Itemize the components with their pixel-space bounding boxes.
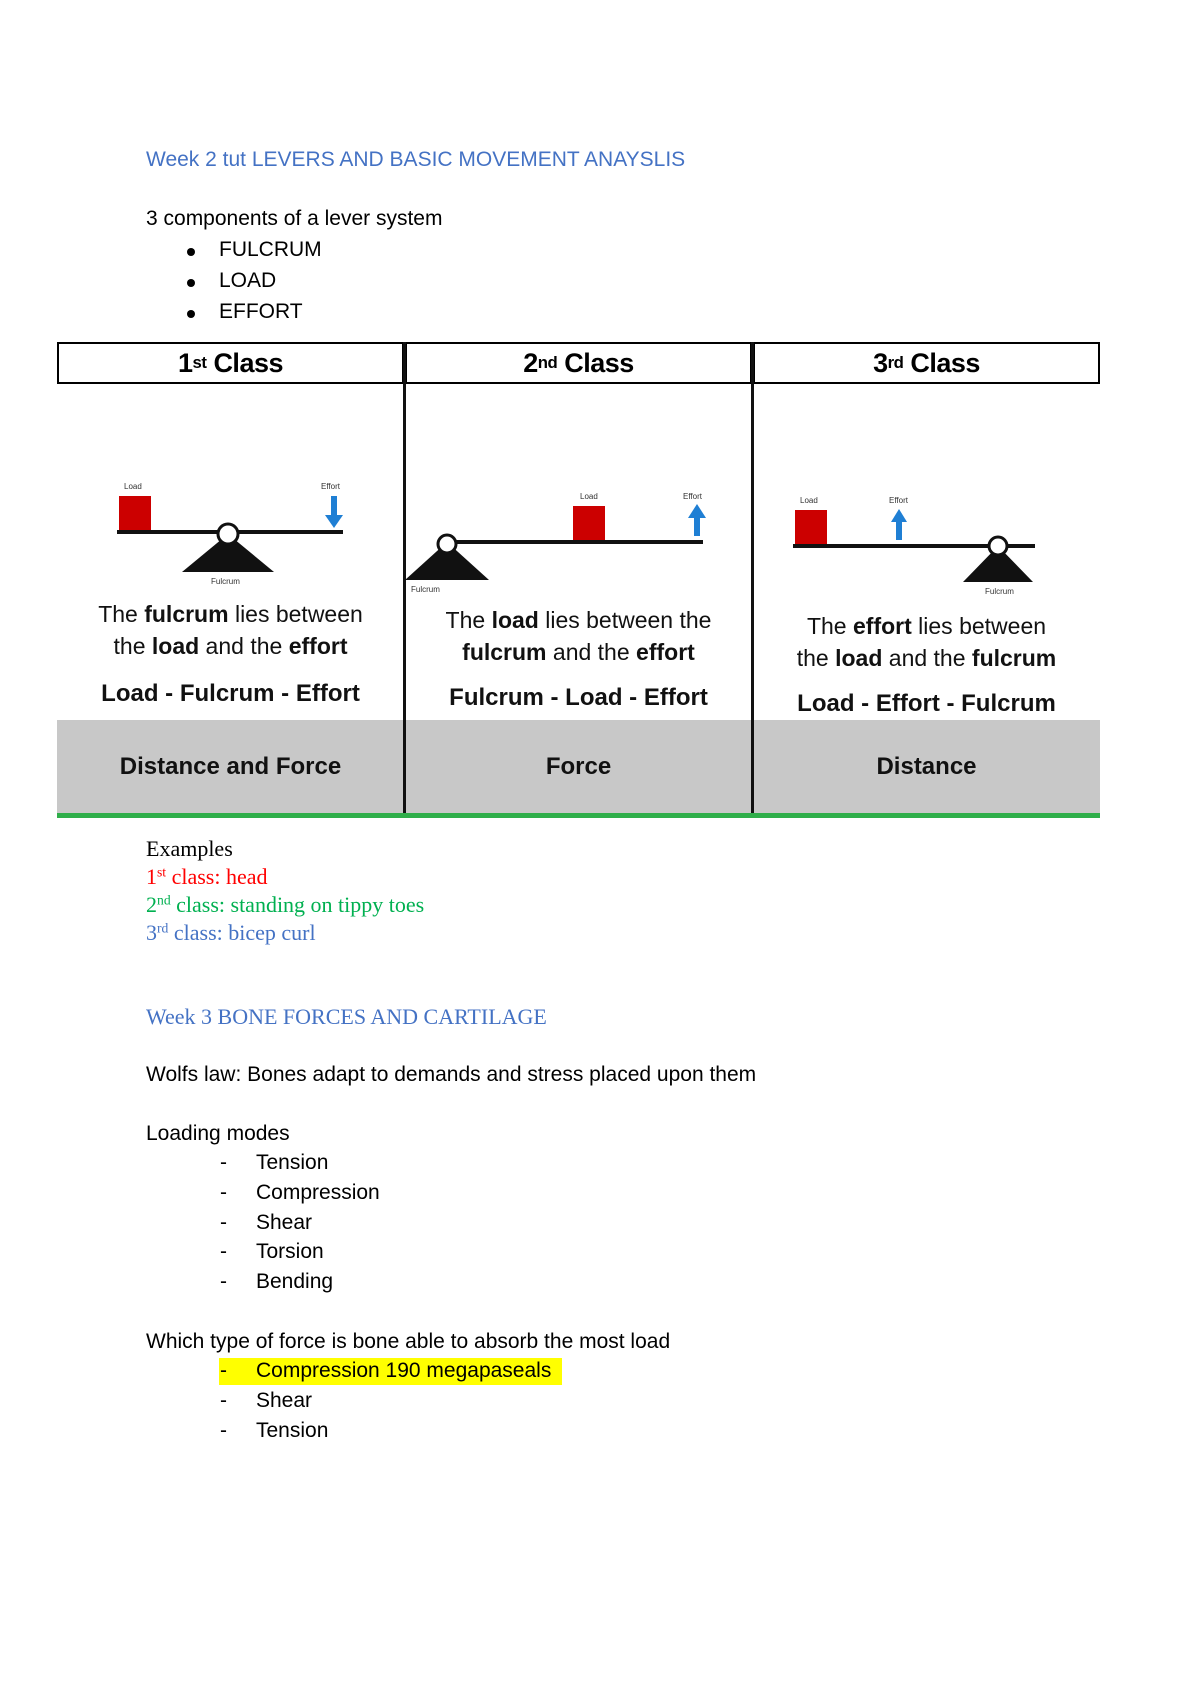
- class-number: 1: [178, 347, 193, 378]
- lever-bar: [445, 540, 703, 544]
- class-1-order: Load - Fulcrum - Effort: [101, 680, 360, 707]
- bullet-icon: [187, 248, 195, 256]
- class-1-header: 1 st Class: [57, 342, 404, 384]
- class-2-advantage: Force: [405, 720, 752, 813]
- list-item: Compression: [256, 1181, 380, 1204]
- effort-arrow-down-icon: [325, 496, 343, 528]
- effort-label: Effort: [683, 492, 702, 501]
- class-word: Class: [910, 347, 980, 378]
- class-2-order: Fulcrum - Load - Effort: [449, 684, 708, 711]
- second-class-lever-diagram: [405, 384, 752, 720]
- dash-marker: -: [220, 1240, 227, 1263]
- class-number: 2: [523, 347, 538, 378]
- lever-class-1: [57, 342, 404, 818]
- example-third-class: 3rd class: bicep curl: [146, 920, 316, 945]
- loading-modes-heading: Loading modes: [146, 1122, 290, 1145]
- table-bottom-rule: [57, 813, 1100, 818]
- fulcrum-label: Fulcrum: [411, 585, 440, 594]
- dash-marker: -: [220, 1211, 227, 1234]
- absorb-question: Which type of force is bone able to absorb the most load: [146, 1330, 671, 1353]
- dash-marker: -: [220, 1151, 227, 1174]
- class-1-description: The fulcrum lies between the load and the effort: [98, 601, 363, 659]
- first-class-lever-diagram: [57, 384, 404, 720]
- lever-classes-figure: [57, 342, 1100, 818]
- class-3-order: Load - Effort - Fulcrum: [797, 690, 1056, 717]
- load-box: [573, 506, 605, 540]
- components-heading: 3 components of a lever system: [146, 207, 443, 230]
- dash-marker: -: [220, 1181, 227, 1204]
- lever-class-3: [753, 342, 1100, 818]
- class-2-header: 2 nd Class: [405, 342, 752, 384]
- list-item: Shear: [256, 1389, 313, 1412]
- class-3-description: The effort lies between the load and the fulcrum: [796, 613, 1057, 671]
- load-box: [119, 496, 151, 530]
- week2-title: Week 2 tut LEVERS AND BASIC MOVEMENT ANAYSLIS: [146, 148, 686, 171]
- load-label: Load: [800, 496, 818, 505]
- list-item: FULCRUM: [219, 238, 322, 261]
- load-label: Load: [580, 492, 598, 501]
- list-item: Torsion: [256, 1240, 324, 1263]
- dash-marker: -: [220, 1419, 227, 1442]
- lever-class-2: [405, 342, 752, 818]
- effort-arrow-up-icon: [688, 504, 706, 536]
- effort-label: Effort: [889, 496, 908, 505]
- bullet-icon: [187, 279, 195, 287]
- list-item: Bending: [256, 1270, 334, 1293]
- list-item: Tension: [256, 1419, 329, 1442]
- table-divider: [403, 342, 406, 818]
- wolfs-law: Wolfs law: Bones adapt to demands and stress placed upon them: [146, 1063, 757, 1086]
- table-divider: [751, 342, 754, 818]
- class-2-description: The load lies between the fulcrum and the effort: [445, 607, 712, 665]
- fulcrum-pivot: [438, 535, 456, 553]
- dash-marker: -: [220, 1359, 227, 1382]
- example-second-class: 2nd class: standing on tippy toes: [146, 892, 425, 917]
- class-3-header: 3 rd Class: [753, 342, 1100, 384]
- effort-arrow-up-icon: [891, 509, 907, 540]
- class-word: Class: [564, 347, 634, 378]
- class-1-advantage: Distance and Force: [57, 720, 404, 813]
- list-item: Tension: [256, 1151, 329, 1174]
- class-word: Class: [213, 347, 283, 378]
- list-item: EFFORT: [219, 300, 303, 323]
- week3-title: Week 3 BONE FORCES AND CARTILAGE: [146, 1004, 547, 1029]
- fulcrum-label: Fulcrum: [211, 577, 240, 586]
- load-label: Load: [124, 482, 142, 491]
- list-item: LOAD: [219, 269, 277, 292]
- class-number: 3: [873, 347, 888, 378]
- example-first-class: 1st class: head: [146, 864, 268, 889]
- load-box: [795, 510, 827, 544]
- bullet-icon: [187, 310, 195, 318]
- fulcrum-pivot: [989, 537, 1007, 555]
- fulcrum-pivot: [218, 524, 238, 544]
- class-3-advantage: Distance: [753, 720, 1100, 813]
- effort-label: Effort: [321, 482, 340, 491]
- list-item: Shear: [256, 1211, 313, 1234]
- examples-heading: Examples: [146, 836, 233, 861]
- dash-marker: -: [220, 1270, 227, 1293]
- dash-marker: -: [220, 1389, 227, 1412]
- fulcrum-label: Fulcrum: [985, 587, 1014, 596]
- list-item-highlighted: Compression 190 megapaseals: [256, 1359, 552, 1382]
